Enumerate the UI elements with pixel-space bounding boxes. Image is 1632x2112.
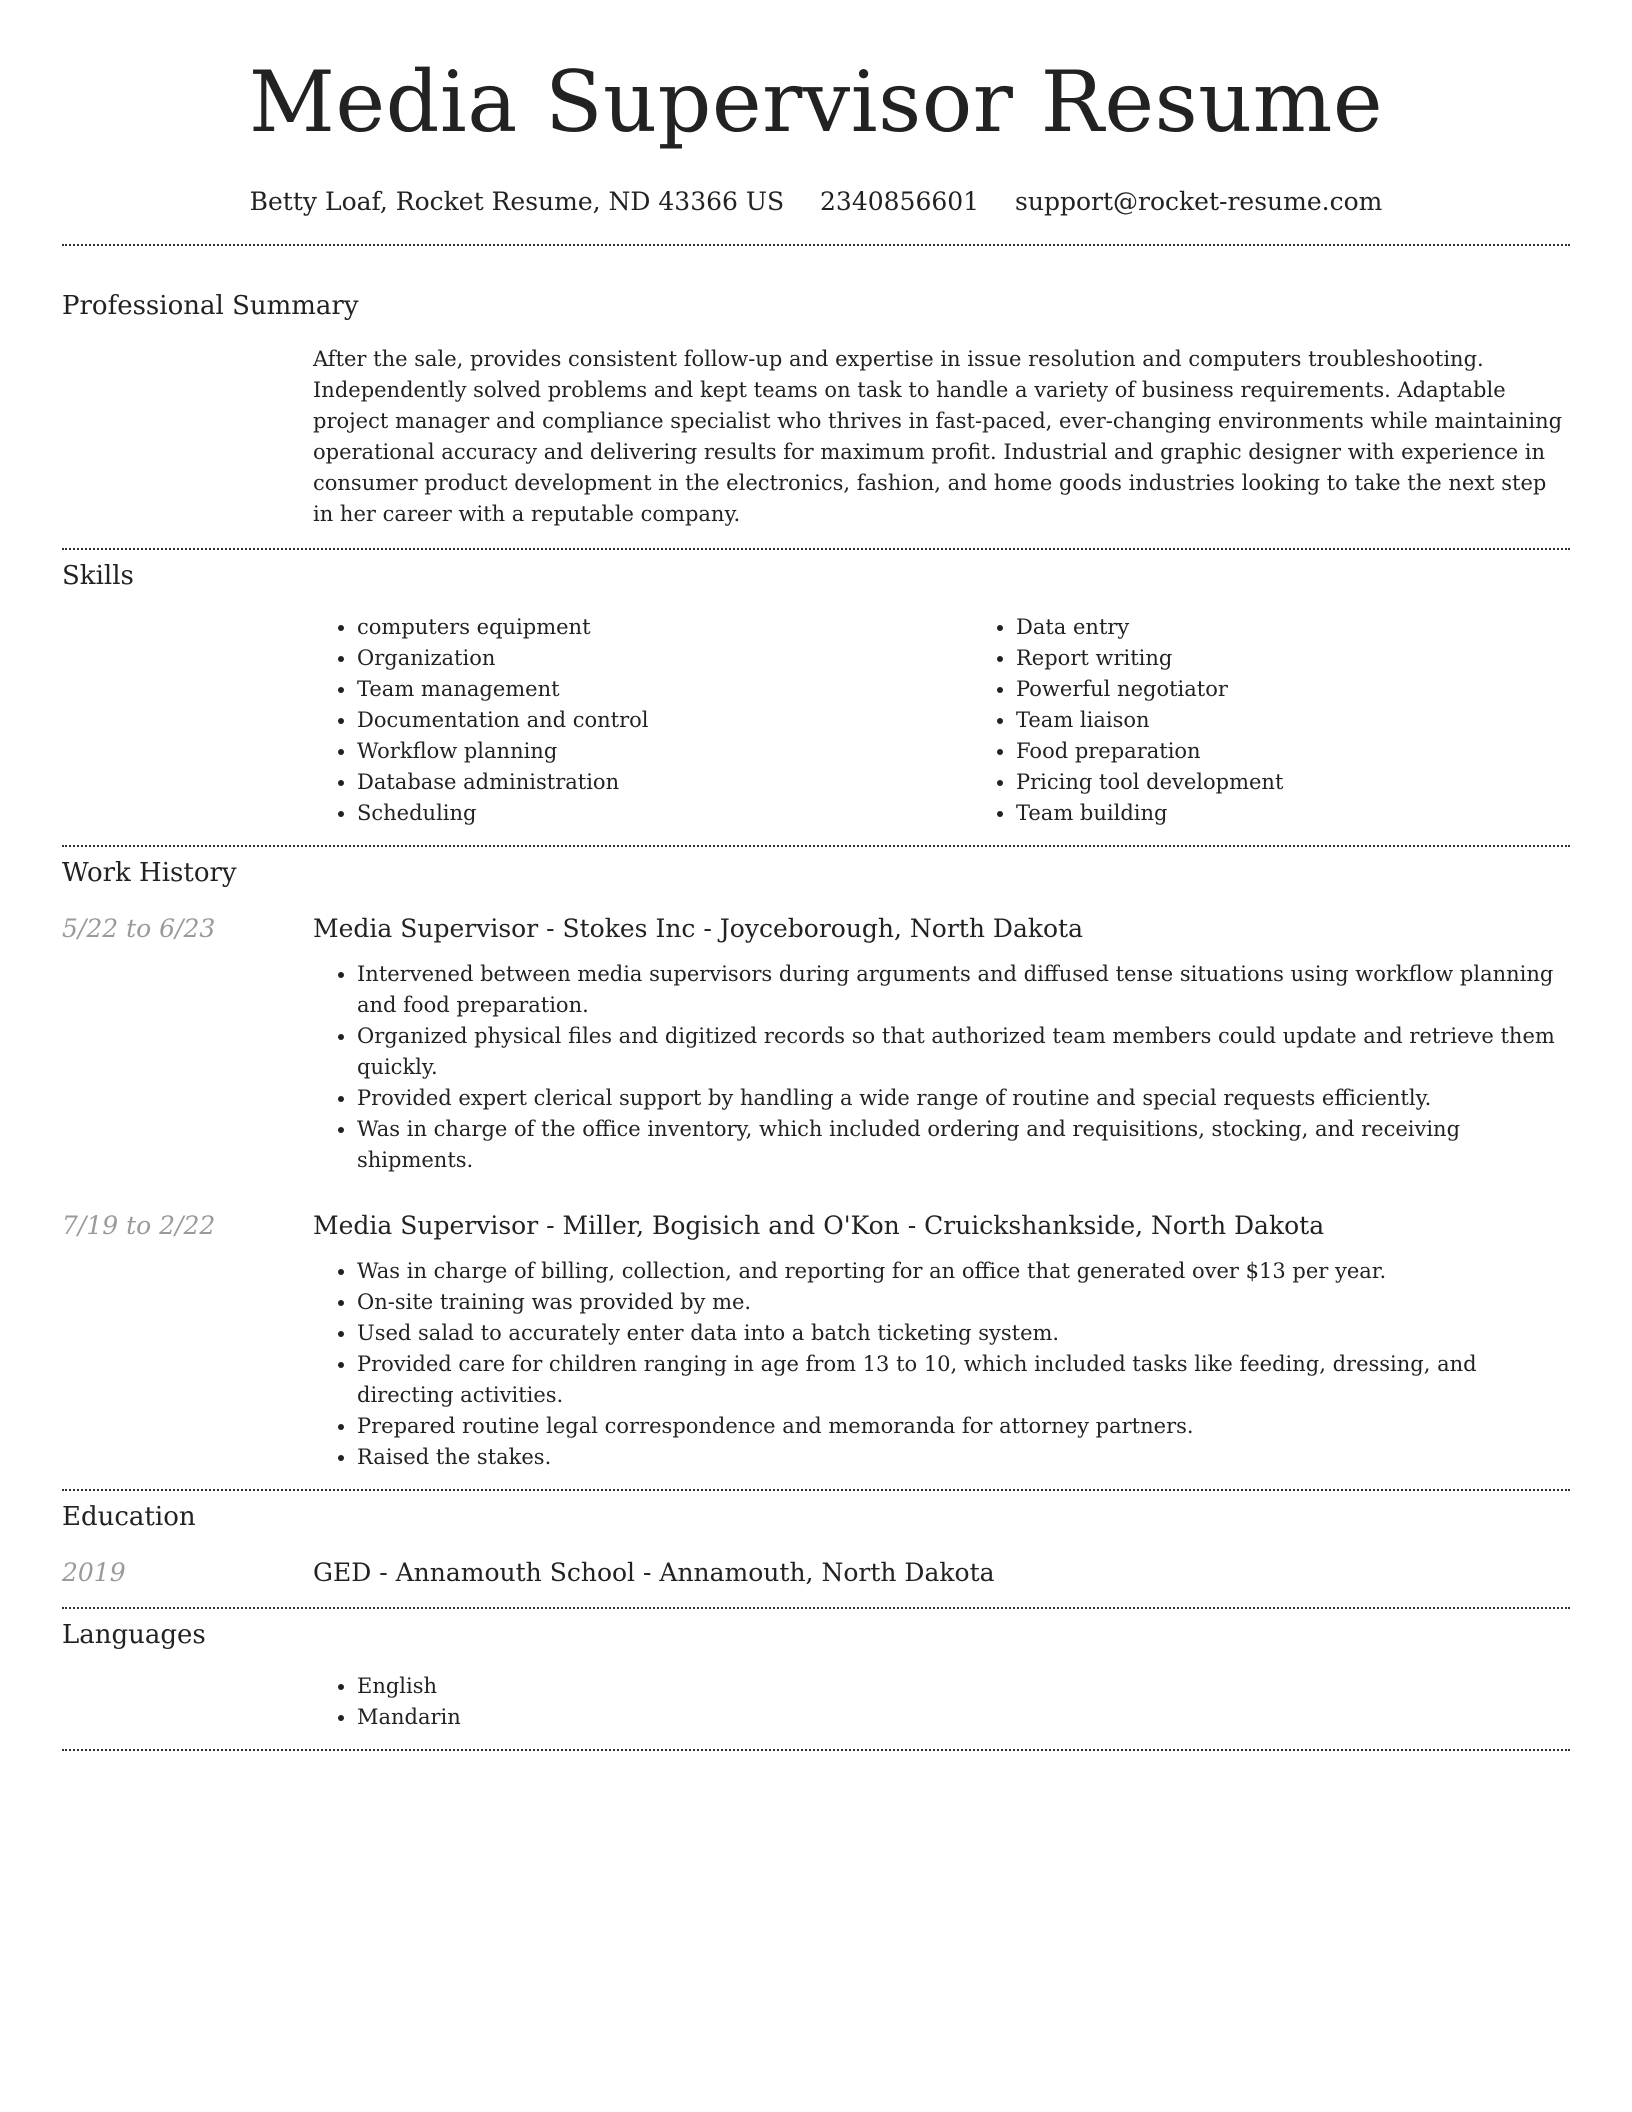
job-bullets-row [62, 1256, 1570, 1473]
contact-address: Betty Loaf, Rocket Resume, ND 43366 US [249, 187, 785, 216]
summary-heading: Professional Summary [62, 291, 359, 321]
skill-item: • Data entry [1016, 612, 1631, 643]
languages-row [62, 1671, 1570, 1733]
language-item: • Mandarin [357, 1702, 1570, 1733]
skill-item: • Team management [357, 674, 972, 705]
job-bullet: • Organized physical files and digitized records so that authorized team members could update and retrieve them quickly. [357, 1021, 1570, 1083]
skill-item: • Organization [357, 643, 972, 674]
job-title: Media Supervisor - Stokes Inc - Joyceborough, North Dakota [313, 914, 1083, 943]
job-dates: 5/22 to 6/23 [62, 914, 216, 943]
education-title: GED - Annamouth School - Annamouth, North Dakota [313, 1558, 995, 1587]
skills-list-right [972, 612, 1631, 829]
skill-item: • Team liaison [1016, 705, 1631, 736]
skill-item: • Database administration [357, 767, 972, 798]
resume-title: Media Supervisor Resume [248, 53, 1384, 151]
education-year: 2019 [62, 1558, 126, 1587]
languages-list [313, 1671, 1570, 1733]
skill-item: • Workflow planning [357, 736, 972, 767]
job-entry [62, 1210, 1570, 1242]
languages-heading: Languages [62, 1620, 206, 1650]
skill-item: • Food preparation [1016, 736, 1631, 767]
job-bullet: • On-site training was provided by me. [357, 1287, 1570, 1318]
job-dates: 7/19 to 2/22 [62, 1211, 216, 1240]
job-bullet: • Raised the stakes. [357, 1442, 1570, 1473]
divider [62, 548, 1570, 550]
divider [62, 1489, 1570, 1491]
work-heading: Work History [62, 858, 237, 888]
skill-item: • Scheduling [357, 798, 972, 829]
job-bullet: • Used salad to accurately enter data into a batch ticketing system. [357, 1318, 1570, 1349]
skill-item: • Pricing tool development [1016, 767, 1631, 798]
job-bullet: • Intervened between media supervisors during arguments and diffused tense situations using workflow planning and food preparation. [357, 959, 1570, 1021]
summary-text: After the sale, provides consistent follow-up and expertise in issue resolution and computers troubleshooting. Independently solved problems and kept teams on task to handle a variety of business requirements. Adaptable project manager and compliance specialist who thrives in fast-paced, ever-changing environments while maintaining operational accuracy and delivering results for maximum profit. Industrial and graphic designer with experience in consumer product development in the electronics, fashion, and home goods industries looking to take the next step in her career with a reputable company. [313, 347, 1563, 526]
job-bullets-row [62, 959, 1570, 1176]
skills-grid [313, 612, 1631, 829]
job-bullet: • Provided care for children ranging in age from 13 to 10, which included tasks like feeding, dressing, and directing activities. [357, 1349, 1570, 1411]
skill-item: • Documentation and control [357, 705, 972, 736]
job-bullets [313, 1256, 1570, 1473]
divider [62, 1607, 1570, 1609]
contact-line [62, 186, 1570, 218]
skill-item: • Team building [1016, 798, 1631, 829]
job-bullet: • Prepared routine legal correspondence and memoranda for attorney partners. [357, 1411, 1570, 1442]
skill-item: • Report writing [1016, 643, 1631, 674]
summary-row [62, 344, 1570, 530]
divider [62, 845, 1570, 847]
job-title: Media Supervisor - Miller, Bogisich and O'Kon - Cruickshankside, North Dakota [313, 1211, 1325, 1240]
skill-item: • Powerful negotiator [1016, 674, 1631, 705]
job-entry [62, 913, 1570, 945]
skills-row [62, 612, 1570, 829]
job-bullet: • Was in charge of the office inventory, which included ordering and requisitions, stocking, and receiving shipments. [357, 1114, 1570, 1176]
divider [62, 1749, 1570, 1751]
job-bullet: • Provided expert clerical support by handling a wide range of routine and special requests efficiently. [357, 1083, 1570, 1114]
education-entry [62, 1557, 1570, 1589]
job-bullets [313, 959, 1570, 1176]
education-heading: Education [62, 1502, 196, 1532]
contact-email: support@rocket-resume.com [1015, 187, 1383, 216]
divider [62, 244, 1570, 246]
skills-heading: Skills [62, 561, 134, 591]
skill-item: • computers equipment [357, 612, 972, 643]
job-bullet: • Was in charge of billing, collection, and reporting for an office that generated over $13 per year. [357, 1256, 1570, 1287]
contact-phone: 2340856601 [820, 187, 980, 216]
language-item: • English [357, 1671, 1570, 1702]
skills-list-left [313, 612, 972, 829]
